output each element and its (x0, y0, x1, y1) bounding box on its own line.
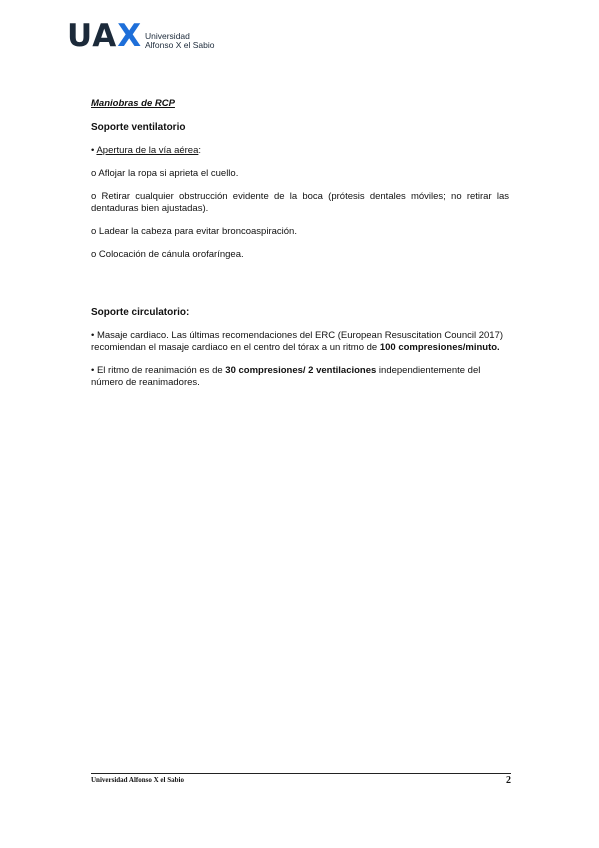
airway-suffix: : (198, 145, 202, 156)
massage-paragraph (91, 330, 509, 354)
ventilatory-heading: Soporte ventilatorio (91, 122, 186, 133)
logo-mark-ua: UA (67, 18, 118, 54)
circulatory-heading: Soporte circulatorio: (91, 307, 190, 318)
page-footer (91, 773, 511, 784)
list-item-4: o Colocación de cánula orofaríngea. (91, 249, 244, 260)
airway-paragraph (91, 145, 509, 157)
massage-text: • Masaje cardiaco. Las últimas recomendaciones del ERC (European Resuscitation Council 2017) recomiendan el masaje cardiaco en el centro del tórax a un ritmo de (91, 330, 504, 353)
list-item-3: o Ladear la cabeza para evitar broncoaspiración. (91, 226, 297, 237)
logo-line-2: Alfonso X el Sabio (145, 40, 215, 50)
airway-label: Apertura de la vía aérea (96, 145, 199, 156)
rhythm-text: • El ritmo de reanimación es de (91, 365, 226, 376)
logo-mark-x: X (117, 18, 143, 54)
bullet: • (91, 145, 97, 156)
rhythm-paragraph (91, 365, 509, 389)
logo-mark (67, 20, 142, 52)
rhythm-tail: independientemente del número de reanimadores. (91, 365, 481, 388)
logo-line-1: Universidad (145, 31, 190, 41)
list-item-1: o Aflojar la ropa si aprieta el cuello. (91, 168, 239, 179)
document-title: Maniobras de RCP (91, 98, 175, 109)
massage-rate: 100 compresiones/minuto. (379, 342, 500, 353)
footer-institution: Universidad Alfonso X el Sabio (91, 776, 184, 784)
rhythm-ratio: 30 compresiones/ 2 ventilaciones (225, 365, 377, 376)
page-number: 2 (506, 775, 511, 786)
list-item-2: o Retirar cualquier obstrucción evidente de la boca (prótesis dentales móviles; no retirar las dentaduras bien ajustadas). (91, 191, 509, 214)
logo-text (145, 32, 214, 50)
